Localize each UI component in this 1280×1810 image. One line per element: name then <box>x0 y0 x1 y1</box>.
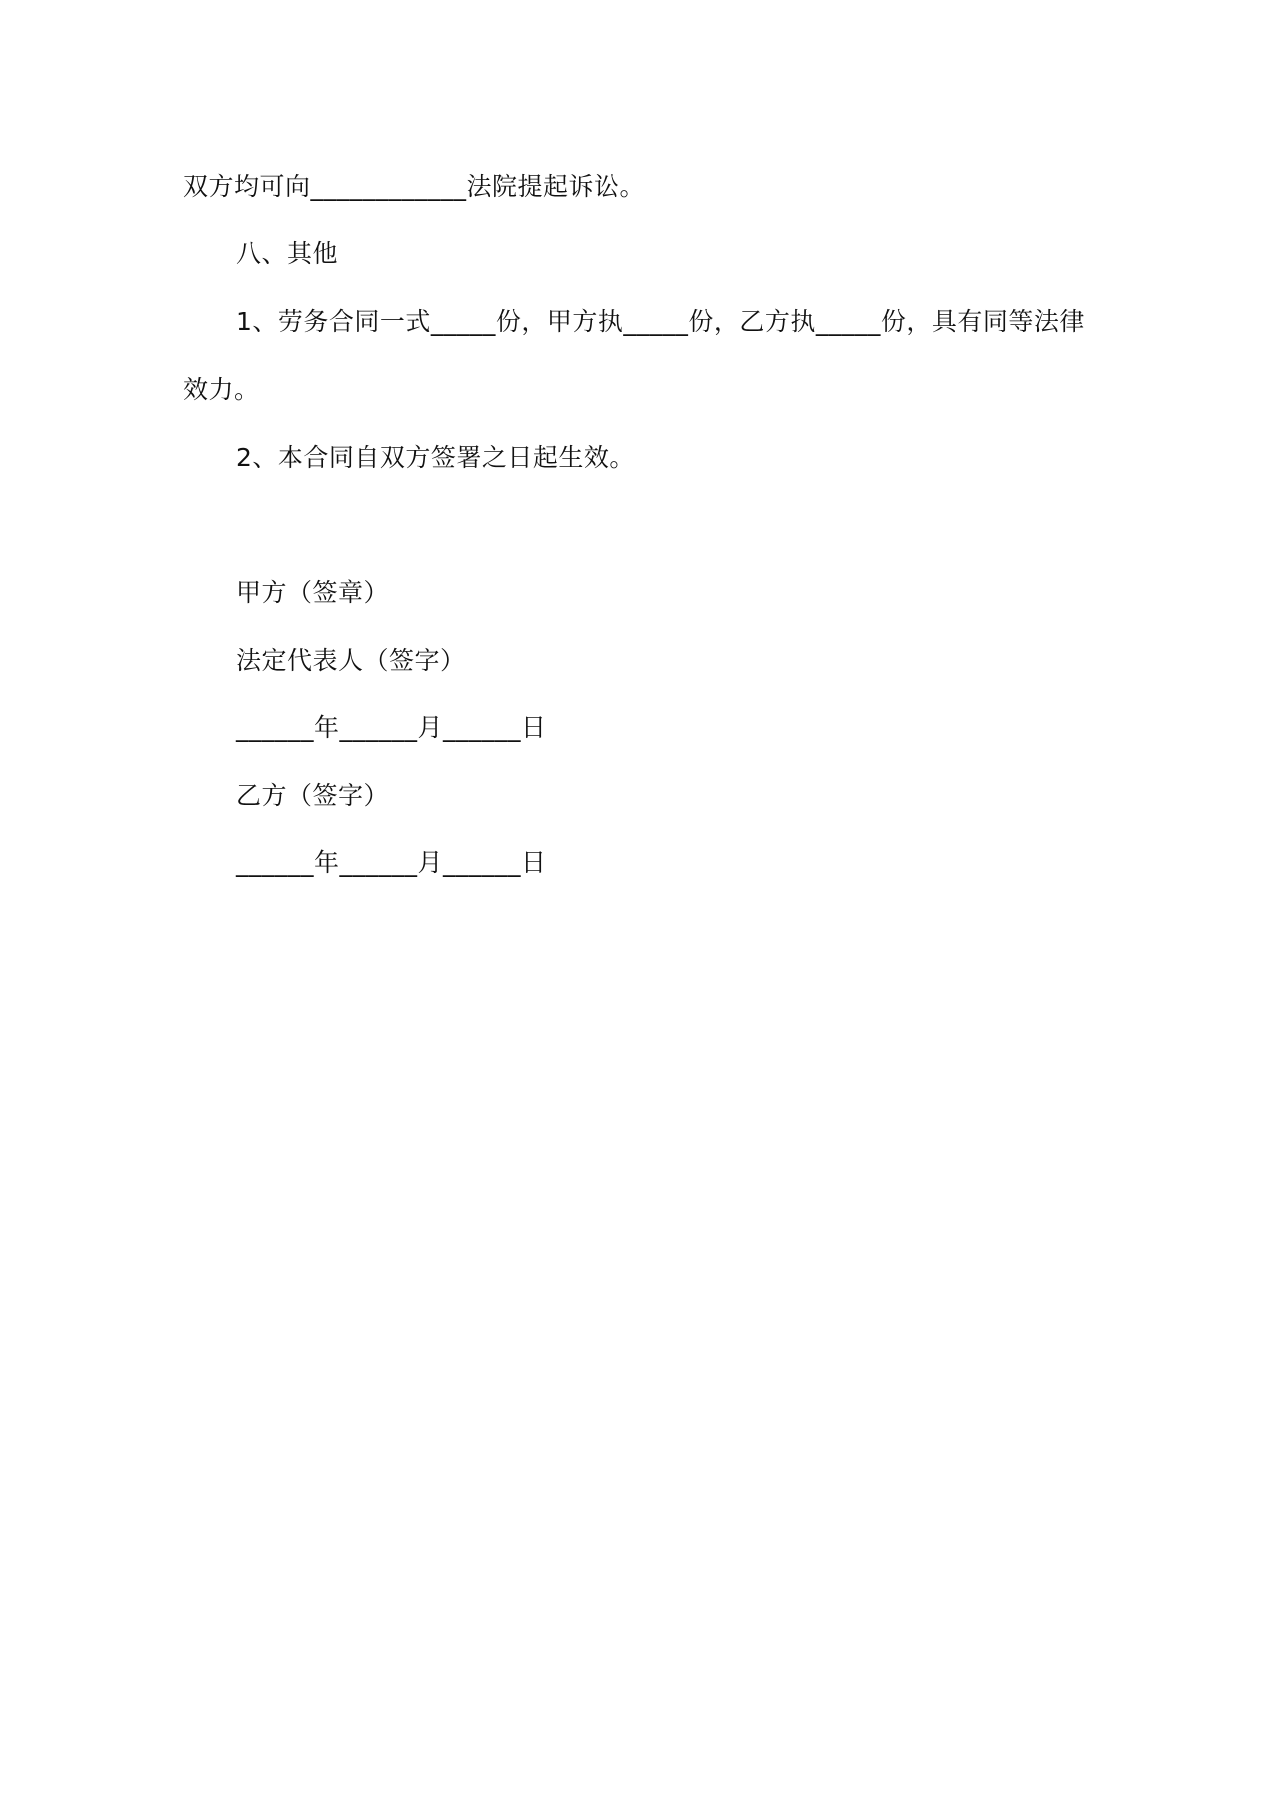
litigation-clause-text: 双方均可向____________法院提起诉讼。 <box>183 172 646 201</box>
clause-effective-text: 2、本合同自双方签署之日起生效。 <box>236 443 635 472</box>
party-a-date-line: ______年______月______日 <box>236 713 547 742</box>
party-a-signature-label: 甲方（签章） <box>236 578 390 607</box>
section-heading-other: 八、其他 <box>236 239 339 268</box>
party-b-signature-label: 乙方（签字） <box>236 781 390 810</box>
clause-copies-text: 1、劳务合同一式_____份，甲方执_____份，乙方执_____份，具有同等法律 <box>236 307 1085 336</box>
clause-copies-continuation: 效力。 <box>183 375 260 404</box>
party-b-date-line: ______年______月______日 <box>236 848 547 877</box>
legal-representative-signature-label: 法定代表人（签字） <box>236 646 466 675</box>
